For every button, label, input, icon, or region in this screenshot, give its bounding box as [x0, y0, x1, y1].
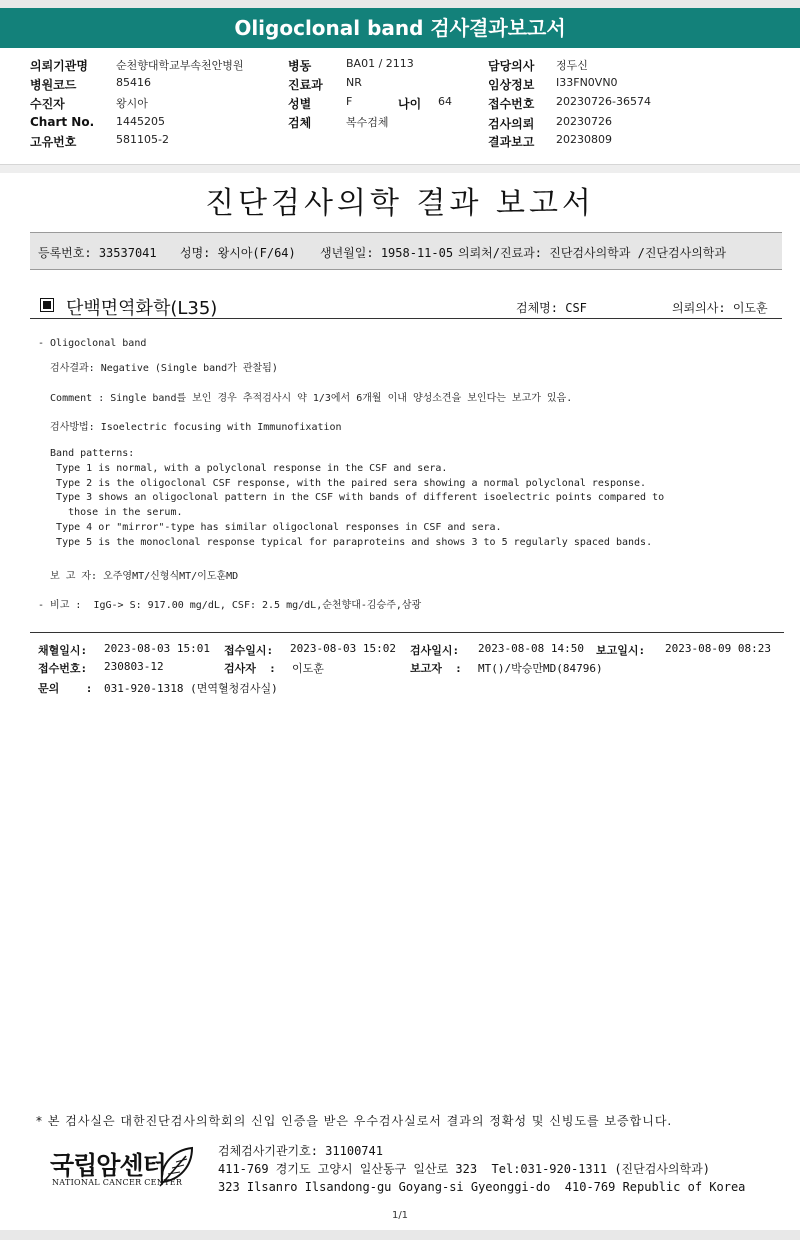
ward-value: BA01 / 2113 [346, 57, 414, 70]
address-english: 323 Ilsanro Ilsandong-gu Goyang-si Gyeonggi-do 410-769 Republic of Korea [218, 1180, 746, 1194]
report-header-fields [0, 48, 800, 165]
section-title: 단백면역화학(L35) [66, 298, 218, 319]
page-divider [0, 164, 800, 173]
sex-label: 성별 [288, 97, 312, 111]
hospital-name-value: 순천향대학교부속천안병원 [116, 59, 244, 72]
section-header [30, 294, 782, 319]
hospital-code-value: 85416 [116, 76, 151, 89]
reported-label: 보고일시: [596, 644, 646, 657]
clinical-info-label: 임상정보 [488, 78, 535, 92]
document-title: 진단검사의학 결과 보고서 [205, 186, 595, 221]
report-title: Oligoclonal band 검사결과보고서 [0, 8, 800, 48]
result-date-value: 20230809 [556, 133, 612, 146]
reporter-value: MT()/박승만MD(84796) [478, 662, 603, 675]
tested-label: 검사일시: [410, 644, 460, 657]
doctor-label: 담당의사 [488, 59, 535, 73]
test-method: 검사방법: Isoelectric focusing with Immunofixation [38, 422, 342, 433]
patient-value: 왕시아 [116, 97, 148, 110]
accession-label: 접수번호: [38, 662, 88, 675]
band-pattern-type-5: Type 5 is the monoclonal response typical for paraproteins and shows 3 to 5 regularly spaced bands. [38, 537, 653, 548]
square-bullet-icon [40, 298, 54, 312]
footer-rule [30, 632, 784, 633]
specimen-name: 검체명: CSF [516, 301, 587, 315]
hospital-code-label: 병원코드 [30, 78, 77, 92]
requesting-doctor: 의뢰의사: 이도훈 [672, 301, 768, 315]
reporter-label: 보고자 : [410, 662, 462, 675]
department-value: NR [346, 76, 362, 89]
received-value: 2023-08-03 15:02 [290, 642, 396, 655]
certification-notice: * 본 검사실은 대한진단검사의학회의 신입 인증을 받은 우수검사실로서 결과의 정확성 및 신빙도를 보증합니다. [36, 1114, 673, 1128]
date-of-birth: 생년월일: 1958-11-05 [320, 246, 454, 260]
band-pattern-type-4: Type 4 or "mirror"-type has similar oligoclonal responses in CSF and sera. [38, 522, 502, 533]
receipt-no-label: 접수번호 [488, 97, 535, 111]
institution-code: 검체검사기관기호: 31100741 [218, 1144, 383, 1158]
registration-bar [30, 232, 782, 270]
accession-value: 230803-12 [104, 660, 164, 673]
band-pattern-type-1: Type 1 is normal, with a polyclonal response in the CSF and sera. [38, 463, 448, 474]
reporters: 보 고 자: 오주영MT/신형식MT/이도훈MD [38, 571, 239, 582]
specimen-value: 복수검체 [346, 116, 389, 129]
test-name: - Oligoclonal band [38, 338, 147, 349]
chart-no-value: 1445205 [116, 115, 165, 128]
specimen-label: 검체 [288, 116, 312, 130]
bottom-strip [0, 1230, 800, 1240]
logo-english-text: NATIONAL CANCER CENTER [52, 1178, 183, 1187]
doctor-value: 정두신 [556, 59, 588, 72]
requesting-department: 의뢰처/진료과: 진단검사의학과 /진단검사의학과 [458, 246, 726, 260]
band-pattern-type-3: Type 3 shows an oligoclonal pattern in the CSF with bands of different isoelectric points compared to [38, 492, 665, 503]
clinical-info-value: I33FN0VN0 [556, 76, 618, 89]
tester-label: 검사자 : [224, 662, 276, 675]
leaf-logo-icon [156, 1144, 196, 1188]
logo-korean-text: 국립암센터 [50, 1151, 166, 1180]
age-label: 나이 [398, 97, 422, 111]
patient-label: 수진자 [30, 97, 65, 111]
received-label: 접수일시: [224, 644, 274, 657]
remarks: - 비고 : IgG-> S: 917.00 mg/dL, CSF: 2.5 mg/dL,순천향대-김승주,삼광 [38, 600, 422, 611]
result-comment: Comment : Single band를 보인 경우 추적검사시 약 1/3에서 6개월 이내 양성소견을 보인다는 보고가 있음. [38, 393, 573, 404]
top-strip [0, 0, 800, 8]
sex-value: F [346, 95, 353, 108]
request-date-value: 20230726 [556, 115, 612, 128]
patient-name: 성명: 왕시아(F/64) [180, 246, 296, 260]
result-date-label: 결과보고 [488, 135, 535, 149]
collected-value: 2023-08-03 15:01 [104, 642, 210, 655]
address-korean: 411-769 경기도 고양시 일산동구 일산로 323 Tel:031-920-1311 (진단검사의학과) [218, 1162, 710, 1176]
collected-label: 채혈일시: [38, 644, 88, 657]
receipt-no-value: 20230726-36574 [556, 95, 651, 108]
department-label: 진료과 [288, 78, 323, 92]
request-date-label: 검사의뢰 [488, 117, 535, 131]
unique-no-label: 고유번호 [30, 135, 77, 149]
age-value: 64 [438, 95, 452, 108]
band-patterns-heading: Band patterns: [38, 448, 135, 459]
test-result: 검사결과: Negative (Single band가 관찰됨) [38, 363, 278, 374]
contact-value: 031-920-1318 (면역혈청검사실) [104, 682, 278, 695]
page-number: 1/1 [391, 1210, 409, 1221]
tester-value: 이도훈 [292, 662, 324, 675]
reported-value: 2023-08-09 08:23 [665, 642, 771, 655]
ward-label: 병동 [288, 59, 312, 73]
band-pattern-type-2: Type 2 is the oligoclonal CSF response, with the paired sera showing a normal polyclonal response. [38, 478, 647, 489]
band-pattern-type-3-cont: those in the serum. [38, 507, 183, 518]
chart-no-label: Chart No. [30, 115, 95, 129]
tested-value: 2023-08-08 14:50 [478, 642, 584, 655]
unique-no-value: 581105-2 [116, 133, 169, 146]
contact-label: 문의 : [38, 682, 93, 695]
hospital-name-label: 의뢰기관명 [30, 59, 88, 73]
registration-number: 등록번호: 33537041 [38, 246, 157, 260]
